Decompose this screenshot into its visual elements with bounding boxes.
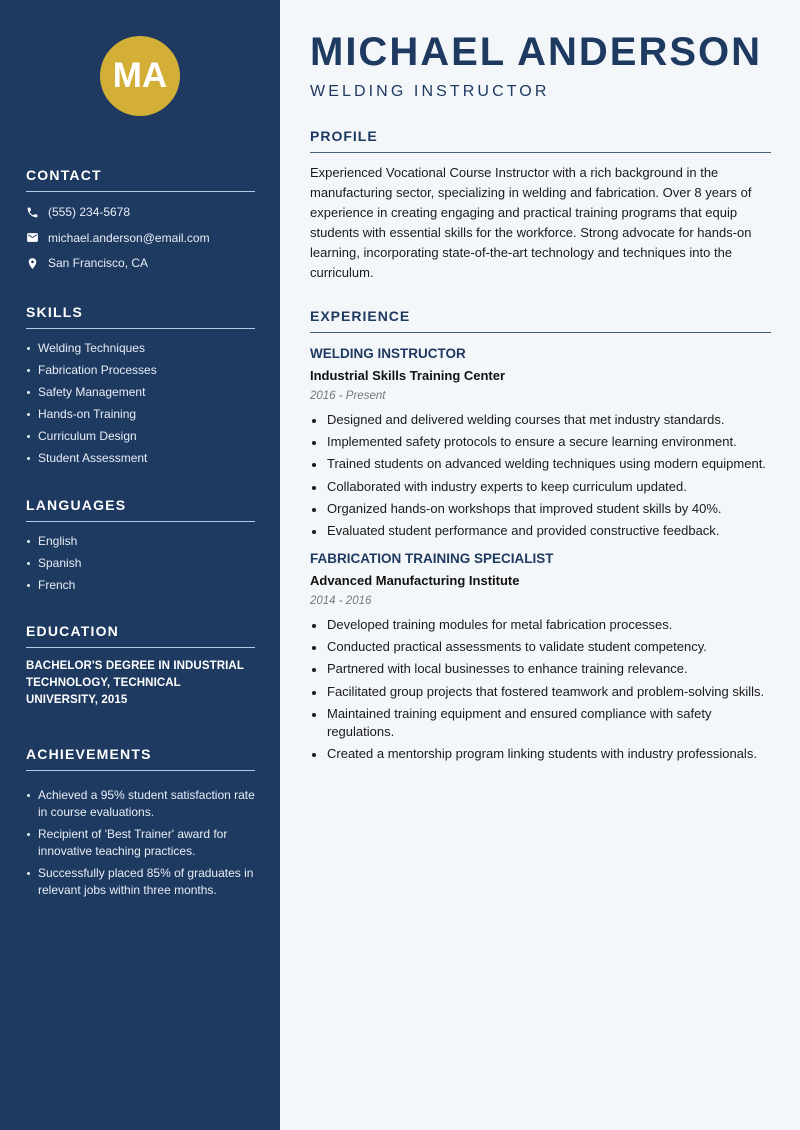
- responsibilities-list: [310, 411, 771, 540]
- candidate-name: MICHAEL ANDERSON: [310, 30, 763, 74]
- achievement-item: Successfully placed 85% of graduates in relevant jobs within three months.: [26, 865, 255, 899]
- phone-icon: [26, 206, 39, 219]
- email-icon: [26, 231, 39, 244]
- contact-phone: [26, 203, 255, 221]
- skills-heading: SKILLS: [26, 304, 255, 329]
- experience-section: [310, 308, 771, 767]
- avatar: [100, 36, 180, 116]
- responsibility-item: Evaluated student performance and provided constructive feedback.: [310, 522, 771, 540]
- education-degree: BACHELOR'S DEGREE IN INDUSTRIAL TECHNOLOGY, TECHNICAL UNIVERSITY, 2015: [26, 660, 244, 706]
- responsibility-item: Conducted practical assessments to validate student competency.: [310, 638, 771, 656]
- skill-item: Student Assessment: [26, 450, 255, 467]
- contact-phone-text[interactable]: (555) 234-5678: [48, 205, 131, 219]
- responsibility-item: Organized hands-on workshops that improved student skills by 40%.: [310, 500, 771, 518]
- skills-section: [26, 304, 255, 472]
- responsibility-item: Partnered with local businesses to enhance training relevance.: [310, 660, 771, 678]
- location-pin-icon: [26, 257, 39, 270]
- experience-heading: EXPERIENCE: [310, 308, 771, 333]
- company-name: Industrial Skills Training Center: [310, 368, 506, 383]
- language-item: Spanish: [26, 555, 255, 572]
- experience-entry: [310, 550, 771, 763]
- profile-heading: PROFILE: [310, 128, 771, 153]
- education-section: [26, 623, 255, 709]
- position-title: FABRICATION TRAINING SPECIALIST: [310, 550, 554, 566]
- language-item: English: [26, 533, 255, 550]
- contact-email-text[interactable]: michael.anderson@email.com: [48, 230, 210, 245]
- languages-list: [26, 533, 255, 594]
- skill-item: Welding Techniques: [26, 340, 255, 357]
- responsibility-item: Developed training modules for metal fabrication processes.: [310, 616, 771, 634]
- skills-list: [26, 340, 255, 467]
- profile-section: [310, 128, 771, 283]
- avatar-initials: MA: [112, 56, 168, 95]
- contact-location-text: San Francisco, CA: [48, 256, 149, 271]
- achievement-item: Recipient of 'Best Trainer' award for innovative teaching practices.: [26, 826, 255, 860]
- position-title: WELDING INSTRUCTOR: [310, 346, 466, 361]
- achievement-item: Achieved a 95% student satisfaction rate in course evaluations.: [26, 787, 255, 821]
- company-name: Advanced Manufacturing Institute: [310, 572, 520, 588]
- contact-section: [26, 167, 255, 280]
- skill-item: Hands-on Training: [26, 406, 255, 423]
- contact-email: [26, 229, 255, 247]
- responsibility-item: Facilitated group projects that fostered teamwork and problem-solving skills.: [310, 683, 771, 701]
- skill-item: Fabrication Processes: [26, 362, 255, 379]
- job-title-header: WELDING INSTRUCTOR: [310, 83, 550, 100]
- contact-location: [26, 254, 255, 272]
- achievements-section: [26, 746, 255, 904]
- languages-heading: LANGUAGES: [26, 497, 255, 522]
- responsibility-item: Maintained training equipment and ensured compliance with safety regulations.: [310, 705, 771, 741]
- responsibility-item: Trained students on advanced welding techniques using modern equipment.: [310, 455, 771, 473]
- skill-item: Curriculum Design: [26, 428, 255, 445]
- achievements-list: [26, 787, 255, 899]
- contact-list: [26, 203, 255, 272]
- employment-dates: 2016 - Present: [310, 390, 386, 402]
- responsibility-item: Designed and delivered welding courses that met industry standards.: [310, 411, 771, 429]
- sidebar: [0, 0, 280, 1130]
- skill-item: Safety Management: [26, 384, 255, 401]
- profile-summary: Experienced Vocational Course Instructor with a rich background in the manufacturing sector, specializing in welding and fabrication. Over 8 years of experience in creating engaging and practical training programs that equip students with essential skills for the workforce. Strong advocate for hands-on learning, incorporating state-of-the-art technology and techniques into the curriculum.: [310, 165, 752, 280]
- responsibility-item: Created a mentorship program linking students with industry professionals.: [310, 745, 771, 763]
- responsibility-item: Collaborated with industry experts to keep curriculum updated.: [310, 478, 771, 496]
- contact-heading: CONTACT: [26, 167, 255, 192]
- language-item: French: [26, 577, 255, 594]
- achievements-heading: ACHIEVEMENTS: [26, 746, 255, 771]
- education-heading: EDUCATION: [26, 623, 255, 648]
- responsibilities-list: [310, 616, 771, 763]
- employment-dates: 2014 - 2016: [310, 594, 372, 607]
- experience-entry: [310, 345, 771, 540]
- languages-section: [26, 497, 255, 599]
- responsibility-item: Implemented safety protocols to ensure a secure learning environment.: [310, 433, 771, 451]
